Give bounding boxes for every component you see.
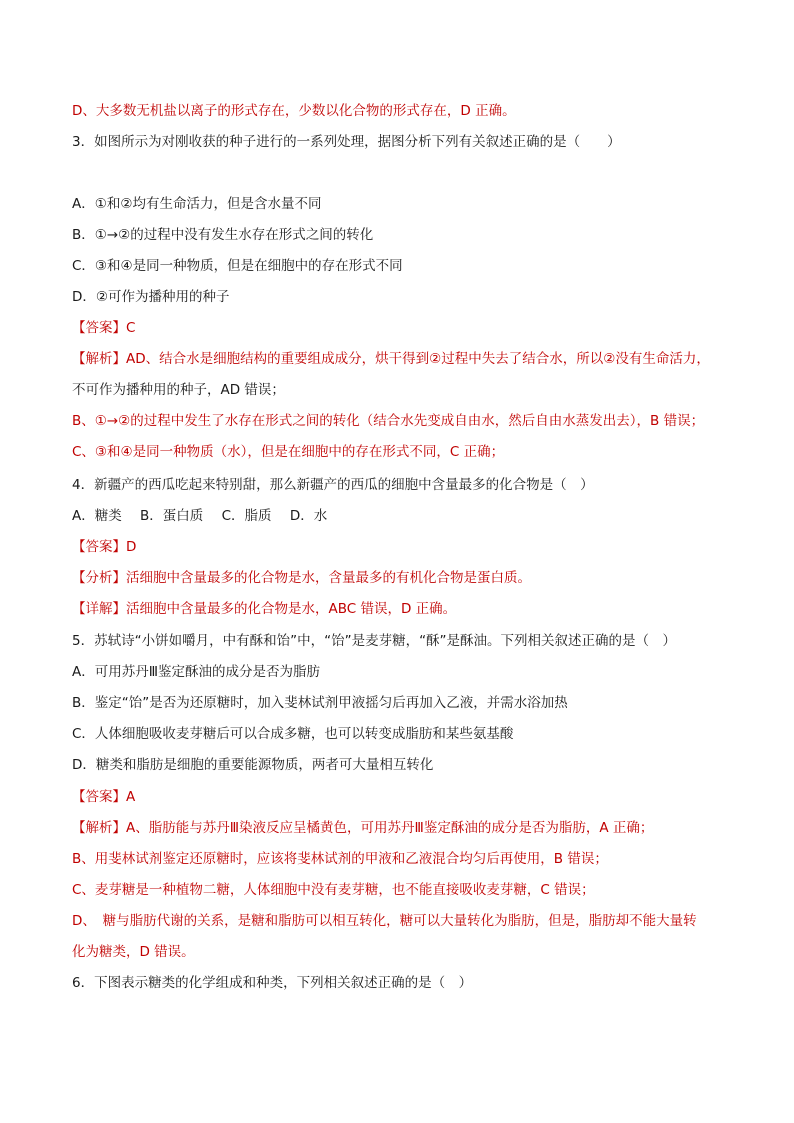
- q2-option-d-explanation: D、大多数无机盐以离子的形式存在，少数以化合物的形式存在，D 正确。: [72, 103, 516, 119]
- q5-option-c: C．人体细胞吸收麦芽糖后可以合成多糖，也可以转变成脂肪和某些氨基酸: [72, 726, 514, 742]
- q4-option-c: C．脂质: [221, 508, 272, 524]
- q3-explanation-line-1: 【解析】AD、结合水是细胞结构的重要组成成分，烘干得到②过程中失去了结合水，所以②没有生命活力，: [72, 351, 710, 367]
- q5-option-d: D．糖类和脂肪是细胞的重要能源物质，两者可大量相互转化: [72, 757, 434, 773]
- q5-explanation-line-1: 【解析】A、脂肪能与苏丹Ⅲ染液反应呈橘黄色，可用苏丹Ⅲ鉴定酥油的成分是否为脂肪，A 正确；: [72, 820, 654, 836]
- q5-option-b: B．鉴定“饴”是否为还原糖时，加入斐林试剂甲液摇匀后再加入乙液，并需水浴加热: [72, 695, 568, 711]
- q5-option-a: A．可用苏丹Ⅲ鉴定酥油的成分是否为脂肪: [72, 664, 321, 680]
- q4-option-a: A．糖类: [72, 508, 122, 524]
- q3-option-a: A．①和②均有生命活力，但是含水量不同: [72, 196, 322, 212]
- q6-stem: 6．下图表示糖类的化学组成和种类，下列相关叙述正确的是（ ）: [72, 975, 473, 991]
- q5-answer: 【答案】A: [72, 789, 136, 805]
- q3-stem: 3．如图所示为对刚收获的种子进行的一系列处理，据图分析下列有关叙述正确的是（ ）: [72, 134, 621, 150]
- q4-options: [72, 506, 341, 526]
- q3-explanation-line-2: 不可作为播种用的种子，AD 错误；: [72, 382, 285, 398]
- q4-analysis: 【分析】活细胞中含量最多的化合物是水，含量最多的有机化合物是蛋白质。: [72, 570, 531, 586]
- q3-option-c: C．③和④是同一种物质，但是在细胞中的存在形式不同: [72, 258, 403, 274]
- q5-stem: 5．苏轼诗“小饼如嚼月，中有酥和饴”中，“饴”是麦芽糖，“酥”是酥油。下列相关叙述正确的是（ ）: [72, 633, 677, 649]
- q3-option-b: B．①→②的过程中没有发生水存在形式之间的转化: [72, 227, 374, 243]
- q5-explanation-line-4: D、 糖与脂肪代谢的关系，是糖和脂肪可以相互转化，糖可以大量转化为脂肪，但是，脂肪却不能大量转: [72, 913, 697, 929]
- q4-detail: 【详解】活细胞中含量最多的化合物是水，ABC 错误，D 正确。: [72, 601, 457, 617]
- q4-stem: 4．新疆产的西瓜吃起来特别甜，那么新疆产的西瓜的细胞中含量最多的化合物是（ ）: [72, 477, 594, 493]
- q4-option-d: D．水: [289, 508, 328, 524]
- q5-explanation-line-2: B、用斐林试剂鉴定还原糖时，应该将斐林试剂的甲液和乙液混合均匀后再使用，B 错误；: [72, 851, 608, 867]
- q5-explanation-line-5: 化为糖类，D 错误。: [72, 944, 195, 960]
- q3-explanation-line-3: B、①→②的过程中发生了水存在形式之间的转化（结合水先变成自由水，然后自由水蒸发出去），B 错误；: [72, 413, 705, 429]
- q4-answer: 【答案】D: [72, 539, 137, 555]
- q5-explanation-line-3: C、麦芽糖是一种植物二糖，人体细胞中没有麦芽糖，也不能直接吸收麦芽糖，C 错误；: [72, 882, 595, 898]
- q3-answer: 【答案】C: [72, 320, 136, 336]
- q4-option-b: B．蛋白质: [140, 508, 204, 524]
- q3-explanation-line-4: C、③和④是同一种物质（水），但是在细胞中的存在形式不同，C 正确；: [72, 444, 505, 460]
- q3-option-d: D．②可作为播种用的种子: [72, 289, 230, 305]
